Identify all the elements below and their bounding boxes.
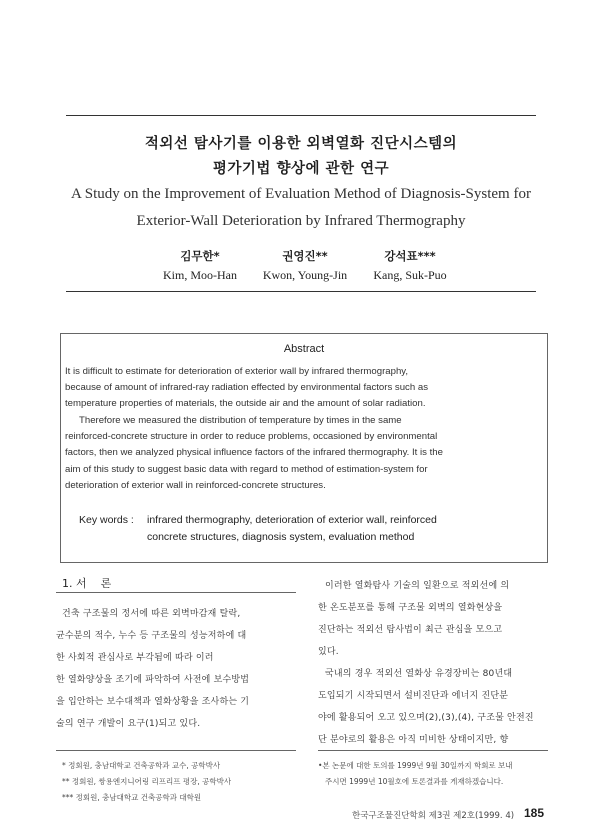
abstract-heading: Abstract — [283, 343, 325, 355]
body-line: 야에 활용되어 오고 있으며(2),(3),(4), 구조물 안전진 — [318, 713, 534, 723]
footnote-discussion-1: •본 논문에 대한 토의를 1999년 9월 30일까지 학회로 보내 — [318, 761, 513, 770]
body-line: 한 열화양상을 조기에 파악하여 사전에 보수방법 — [56, 675, 250, 685]
footnote-author-2: ** 정회원, 쌍용엔지니어링 리프리프 평장, 공학박사 — [62, 777, 232, 786]
journal-footer: 한국구조물진단학회 제3권 제2호(1999. 4) — [352, 811, 515, 821]
title-english-line-2: Exterior-Wall Deterioration by Infrared Thermography — [136, 213, 466, 229]
footnote-discussion-2: 주시면 1999년 10월호에 토론결과를 게재하겠습니다. — [325, 777, 504, 786]
body-line: 한 사회적 관심사로 부각됨에 따라 이러 — [56, 653, 214, 663]
body-line: 진단하는 적외선 탐사법이 최근 관심을 모으고 — [318, 625, 503, 635]
abstract-line: deterioration of exterior wall in reinforced-concrete structures. — [65, 480, 326, 491]
body-line: 건축 구조물의 정서에 따른 외벽마감재 탈락, — [62, 609, 241, 619]
author-3-korean: 강석표*** — [384, 249, 436, 263]
keywords-line-1: infrared thermography, deterioration of exterior wall, reinforced — [147, 514, 437, 526]
body-line: 국내의 경우 적외선 열화상 유경장비는 80년대 — [325, 669, 513, 679]
abstract-line: factors, then we analyzed physical influence factors of the infrared thermography. It is the — [65, 447, 443, 458]
abstract-line: Therefore we measured the distribution of temperature by times in the same — [79, 415, 402, 426]
footnote-rule-right — [318, 750, 548, 751]
footnote-author-3: *** 정회원, 충남대학교 건축공학과 대학원 — [62, 793, 202, 802]
author-2-korean: 권영진** — [282, 249, 328, 263]
body-line: 을 입안하는 보수대책과 열화상황을 조사하는 기 — [56, 697, 250, 707]
author-2 — [250, 248, 360, 283]
section-heading: 1. 서 론 — [62, 577, 112, 590]
page-number: 185 — [524, 806, 545, 820]
abstract-line: It is difficult to estimate for deterioration of exterior wall by infrared thermography, — [65, 366, 409, 377]
body-line: 술의 연구 개발이 요구(1)되고 있다. — [56, 719, 201, 729]
section-heading-rule — [56, 592, 296, 593]
footnote-author-1: * 정회원, 충남대학교 건축공학과 교수, 공학박사 — [62, 761, 221, 770]
author-3 — [360, 248, 460, 283]
author-1-english: Kim, Moo-Han — [163, 268, 237, 282]
title-english-line-1: A Study on the Improvement of Evaluation Method of Diagnosis-System for — [71, 186, 531, 202]
author-2-english: Kwon, Young-Jin — [262, 268, 348, 282]
author-3-english: Kang, Suk-Puo — [373, 268, 447, 282]
body-line: 단 분야로의 활용은 아직 미비한 상태이지만, 향 — [318, 735, 509, 745]
keywords-line-2: concrete structures, diagnosis system, evaluation method — [147, 531, 415, 543]
author-1-korean: 김무한* — [180, 249, 220, 263]
keywords-label: Key words : — [79, 514, 134, 526]
abstract-line: reinforced-concrete structure in order to reduce problems, occasioned by environmental — [65, 431, 438, 442]
body-line: 한 온도분포를 통해 구조물 외벽의 열화현상을 — [318, 603, 503, 613]
footnote-rule-left — [56, 750, 296, 751]
body-line: 균수분의 적수, 누수 등 구조물의 성능저하에 대 — [56, 631, 247, 641]
abstract-line: aim of this study to suggest basic data with regard to method of estimation-system for — [65, 464, 428, 475]
title-korean-line-1: 적외선 탐사기를 이용한 외벽열화 진단시스템의 — [144, 136, 458, 152]
abstract-line: because of amount of infrared-ray radiation effected by environmental factors such as — [65, 382, 428, 393]
body-line: 이러한 열화탐사 기술의 일환으로 적외선에 의 — [325, 581, 510, 591]
abstract-line: temperature properties of materials, the outside air and the amount of solar radiation. — [65, 398, 426, 409]
body-line: 도입되기 시작되면서 설비진단과 에너지 진단분 — [318, 691, 509, 701]
title-korean-line-2: 평가기법 향상에 관한 연구 — [212, 161, 390, 177]
body-line: 있다. — [318, 647, 339, 657]
abstract-box — [60, 333, 548, 563]
author-1 — [150, 248, 250, 283]
